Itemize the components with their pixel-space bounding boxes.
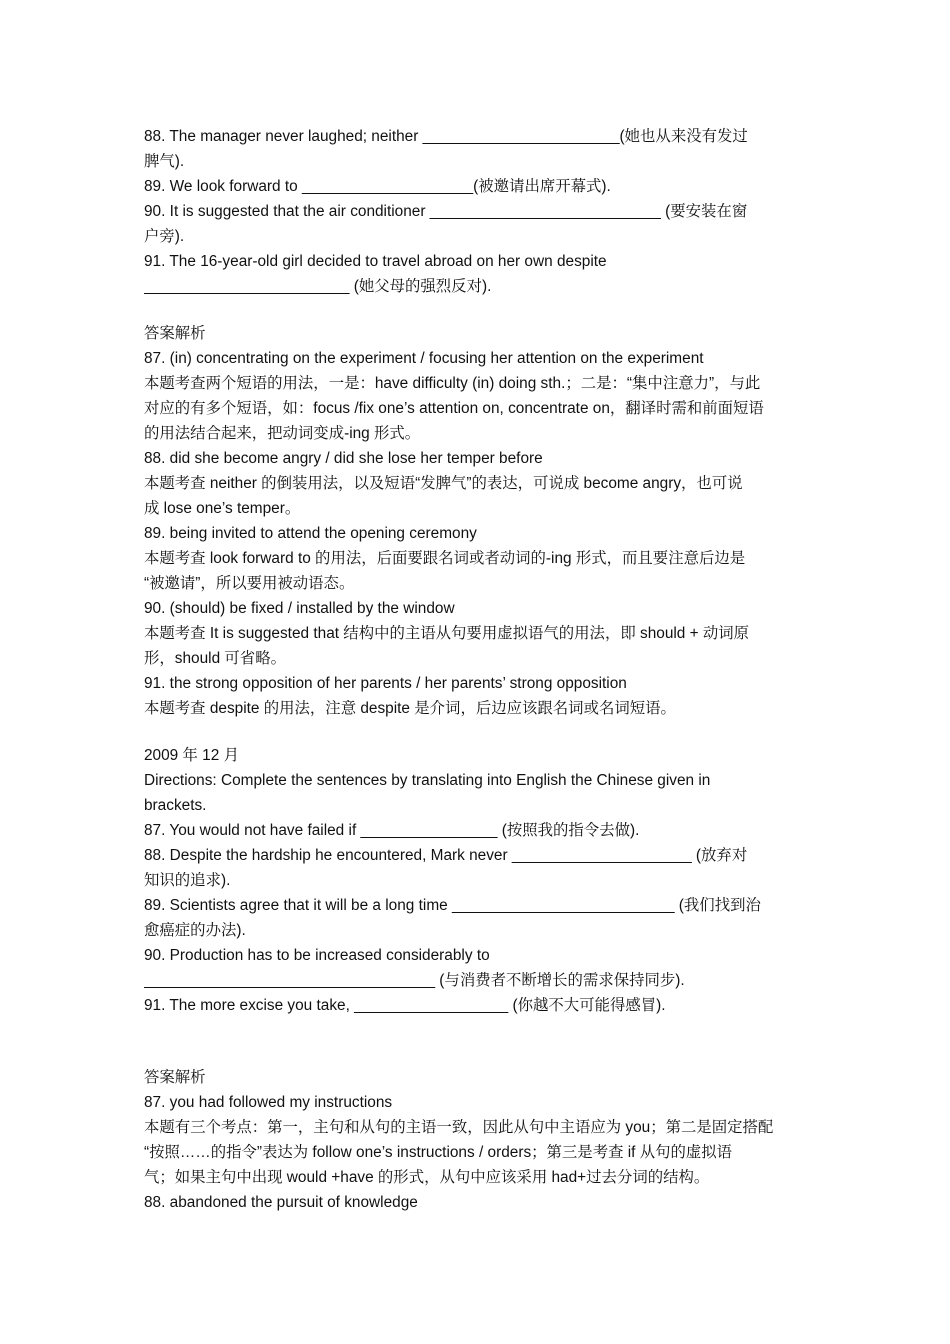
answer-88-note-1: 本题考查 neither 的倒装用法，以及短语“发脾气”的表达，可说成 become angry，也可说 <box>144 475 743 492</box>
question-87: 87. You would not have failed if ________________ (按照我的指令去做). <box>144 822 640 839</box>
spacer <box>144 1018 810 1065</box>
answer-90-note-2: 形，should 可省略。 <box>144 650 286 667</box>
answer-87-note-1: 本题有三个考点：第一，主句和从句的主语一致，因此从句中主语应为 you；第二是固定搭配 <box>144 1119 774 1136</box>
answer-89-note-1: 本题考查 look forward to 的用法，后面要跟名词或者动词的-ing 形式，而且要注意后边是 <box>144 550 746 567</box>
answer-90-note-1: 本题考查 It is suggested that 结构中的主语从句要用虚拟语气的用法，即 should + 动词原 <box>144 625 750 642</box>
question-89-line-2: 愈癌症的办法). <box>144 922 246 939</box>
answer-88: 88. abandoned the pursuit of knowledge <box>144 1194 418 1211</box>
question-89: 89. We look forward to ____________________(被邀请出席开幕式). <box>144 178 611 195</box>
answer-87: 87. you had followed my instructions <box>144 1094 393 1111</box>
question-89-line-1: 89. Scientists agree that it will be a long time __________________________ (我们找到治 <box>144 897 761 914</box>
answer-91: 91. the strong opposition of her parents / her parents’ strong opposition <box>144 675 627 692</box>
section-2009-12 <box>144 743 810 1018</box>
question-88-line-2: 知识的追求). <box>144 872 231 889</box>
document-page <box>144 124 810 1215</box>
question-90-line-2: __________________________________ (与消费者不断增长的需求保持同步). <box>144 972 685 989</box>
question-91: 91. The more excise you take, __________________ (你越不大可能得感冒). <box>144 997 666 1014</box>
question-91-line-1: 91. The 16-year-old girl decided to travel abroad on her own despite <box>144 253 607 270</box>
spacer <box>144 721 810 743</box>
answers-heading: 答案解析 <box>144 1069 206 1086</box>
question-91-line-2: ________________________ (她父母的强烈反对). <box>144 278 492 295</box>
answer-87-note-2: “按照……的指令”表达为 follow one’s instructions / orders；第三是考查 if 从句的虚拟语 <box>144 1144 733 1161</box>
question-90-line-2: 户旁). <box>144 228 185 245</box>
directions-line-1: Directions: Complete the sentences by translating into English the Chinese given in <box>144 772 711 789</box>
answer-87: 87. (in) concentrating on the experiment / focusing her attention on the experiment <box>144 350 704 367</box>
answers-section-2 <box>144 1065 810 1215</box>
question-90-line-1: 90. It is suggested that the air conditioner ___________________________ (要安装在窗 <box>144 203 748 220</box>
answers-section-1 <box>144 321 810 721</box>
answer-88: 88. did she become angry / did she lose her temper before <box>144 450 543 467</box>
question-88-line-1: 88. The manager never laughed; neither _______________________(她也从来没有发过 <box>144 128 748 145</box>
question-88-line-1: 88. Despite the hardship he encountered, Mark never _____________________ (放弃对 <box>144 847 748 864</box>
answers-heading: 答案解析 <box>144 325 206 342</box>
question-90-line-1: 90. Production has to be increased considerably to <box>144 947 490 964</box>
answer-91-note-1: 本题考查 despite 的用法，注意 despite 是介词，后边应该跟名词或名词短语。 <box>144 700 676 717</box>
section-heading: 2009 年 12 月 <box>144 747 239 764</box>
question-88-line-2: 脾气). <box>144 153 185 170</box>
spacer <box>144 299 810 321</box>
answer-87-note-1: 本题考查两个短语的用法，一是：have difficulty (in) doing sth.；二是：“集中注意力”，与此 <box>144 375 761 392</box>
answer-87-note-2: 对应的有多个短语，如：focus /fix one’s attention on, concentrate on，翻译时需和前面短语 <box>144 400 764 417</box>
directions-line-2: brackets. <box>144 797 207 814</box>
answer-90: 90. (should) be fixed / installed by the window <box>144 600 455 617</box>
answer-87-note-3: 的用法结合起来，把动词变成-ing 形式。 <box>144 425 421 442</box>
answer-89: 89. being invited to attend the opening ceremony <box>144 525 477 542</box>
answer-87-note-3: 气；如果主句中出现 would +have 的形式，从句中应该采用 had+过去分词的结构。 <box>144 1169 710 1186</box>
questions-2009-06-continued <box>144 124 810 299</box>
answer-88-note-2: 成 lose one’s temper。 <box>144 500 301 517</box>
answer-89-note-2: “被邀请”，所以要用被动语态。 <box>144 575 355 592</box>
